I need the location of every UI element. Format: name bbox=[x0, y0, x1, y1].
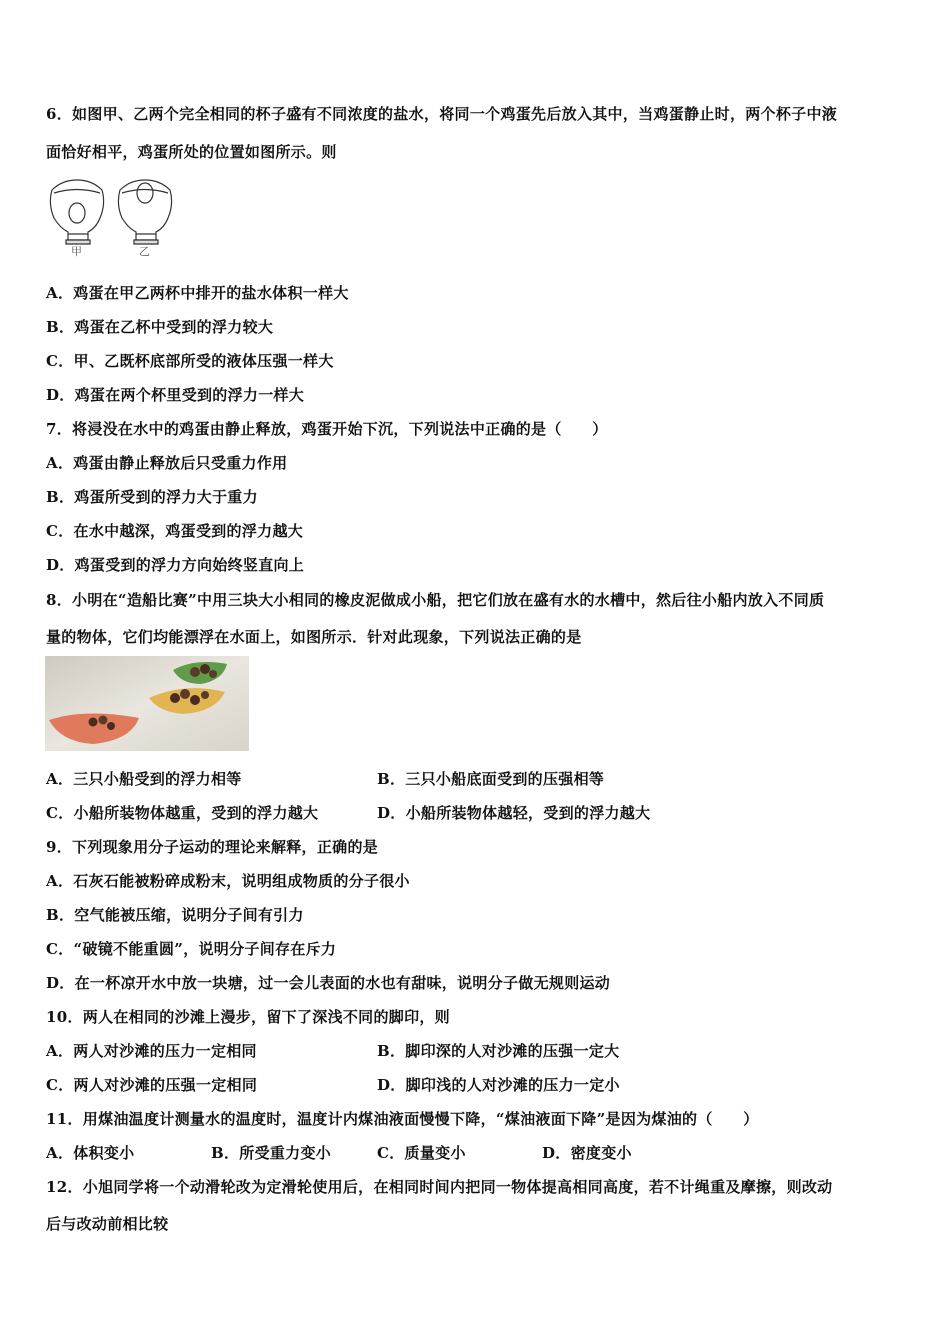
q10-stem: 10．两人在相同的沙滩上漫步，留下了深浅不同的脚印，则 bbox=[46, 1008, 450, 1026]
q6-stem-line2: 面恰好相平，鸡蛋所处的位置如图所示。则 bbox=[46, 143, 337, 161]
boats-photo-drawing bbox=[45, 656, 249, 751]
q8-option-d: D．小船所装物体越轻，受到的浮力越大 bbox=[377, 804, 651, 822]
q12-stem-line1: 12．小旭同学将一个动滑轮改为定滑轮使用后，在相同时间内把同一物体提高相同高度，若不计绳重及摩擦，则改动 bbox=[46, 1178, 833, 1196]
q9-option-a: A．石灰石能被粉碎成粉末，说明组成物质的分子很小 bbox=[46, 872, 410, 890]
cups-drawing bbox=[44, 176, 184, 260]
q10-option-a: A．两人对沙滩的压力一定相同 bbox=[46, 1042, 257, 1060]
q6-stem-line1: 6．如图甲、乙两个完全相同的杯子盛有不同浓度的盐水，将同一个鸡蛋先后放入其中，当鸡蛋静止时，两个杯子中液 bbox=[46, 105, 838, 123]
q9-option-c: C．“破镜不能重圆”，说明分子间存在斥力 bbox=[46, 940, 337, 958]
q6-option-b: B．鸡蛋在乙杯中受到的浮力较大 bbox=[46, 318, 274, 336]
cup-jia bbox=[50, 180, 103, 244]
q6-option-d: D．鸡蛋在两个杯里受到的浮力一样大 bbox=[46, 386, 305, 404]
cup-yi bbox=[118, 180, 171, 244]
q7-option-c: C．在水中越深，鸡蛋受到的浮力越大 bbox=[46, 522, 304, 540]
q6-cups-figure bbox=[44, 176, 184, 260]
q10-option-b: B．脚印深的人对沙滩的压强一定大 bbox=[377, 1042, 620, 1060]
q11-option-a: A．体积变小 bbox=[46, 1144, 135, 1162]
q7-option-b: B．鸡蛋所受到的浮力大于重力 bbox=[46, 488, 258, 506]
q6-option-a: A．鸡蛋在甲乙两杯中排开的盐水体积一样大 bbox=[46, 284, 349, 302]
egg-jia bbox=[69, 203, 85, 223]
q12-stem-line2: 后与改动前相比较 bbox=[46, 1215, 169, 1233]
q6-option-c: C．甲、乙既杯底部所受的液体压强一样大 bbox=[46, 352, 334, 370]
q9-stem: 9．下列现象用分子运动的理论来解释，正确的是 bbox=[46, 838, 379, 856]
q8-boats-photo bbox=[45, 656, 249, 751]
q10-option-d: D．脚印浅的人对沙滩的压力一定小 bbox=[377, 1076, 620, 1094]
q10-option-c: C．两人对沙滩的压强一定相同 bbox=[46, 1076, 258, 1094]
q8-stem-line1: 8．小明在“造船比赛”中用三块大小相同的橡皮泥做成小船，把它们放在盛有水的水槽中，然后往小船内放入不同质 bbox=[46, 591, 825, 609]
egg-yi bbox=[137, 183, 153, 203]
q7-option-d: D．鸡蛋受到的浮力方向始终竖直向上 bbox=[46, 556, 305, 574]
q11-option-d: D．密度变小 bbox=[542, 1144, 632, 1162]
q11-option-c: C．质量变小 bbox=[377, 1144, 466, 1162]
q11-option-b: B．所受重力变小 bbox=[211, 1144, 332, 1162]
q9-option-b: B．空气能被压缩，说明分子间有引力 bbox=[46, 906, 304, 924]
q9-option-d: D．在一杯凉开水中放一块塘，过一会儿表面的水也有甜味，说明分子做无规则运动 bbox=[46, 974, 611, 992]
cup-label-yi: 乙 bbox=[139, 245, 150, 258]
q8-option-a: A．三只小船受到的浮力相等 bbox=[46, 770, 242, 788]
q7-stem: 7．将浸没在水中的鸡蛋由静止释放，鸡蛋开始下沉，下列说法中正确的是（ ） bbox=[46, 420, 608, 438]
q8-stem-line2: 量的物体，它们均能漂浮在水面上，如图所示．针对此现象，下列说法正确的是 bbox=[46, 628, 582, 646]
q8-option-c: C．小船所装物体越重，受到的浮力越大 bbox=[46, 804, 319, 822]
q8-option-b: B．三只小船底面受到的压强相等 bbox=[377, 770, 605, 788]
q11-stem: 11．用煤油温度计测量水的温度时，温度计内煤油液面慢慢下降，“煤油液面下降”是因为煤油的（ ） bbox=[46, 1110, 759, 1128]
cup-label-jia: 甲 bbox=[71, 245, 82, 258]
q7-option-a: A．鸡蛋由静止释放后只受重力作用 bbox=[46, 454, 288, 472]
